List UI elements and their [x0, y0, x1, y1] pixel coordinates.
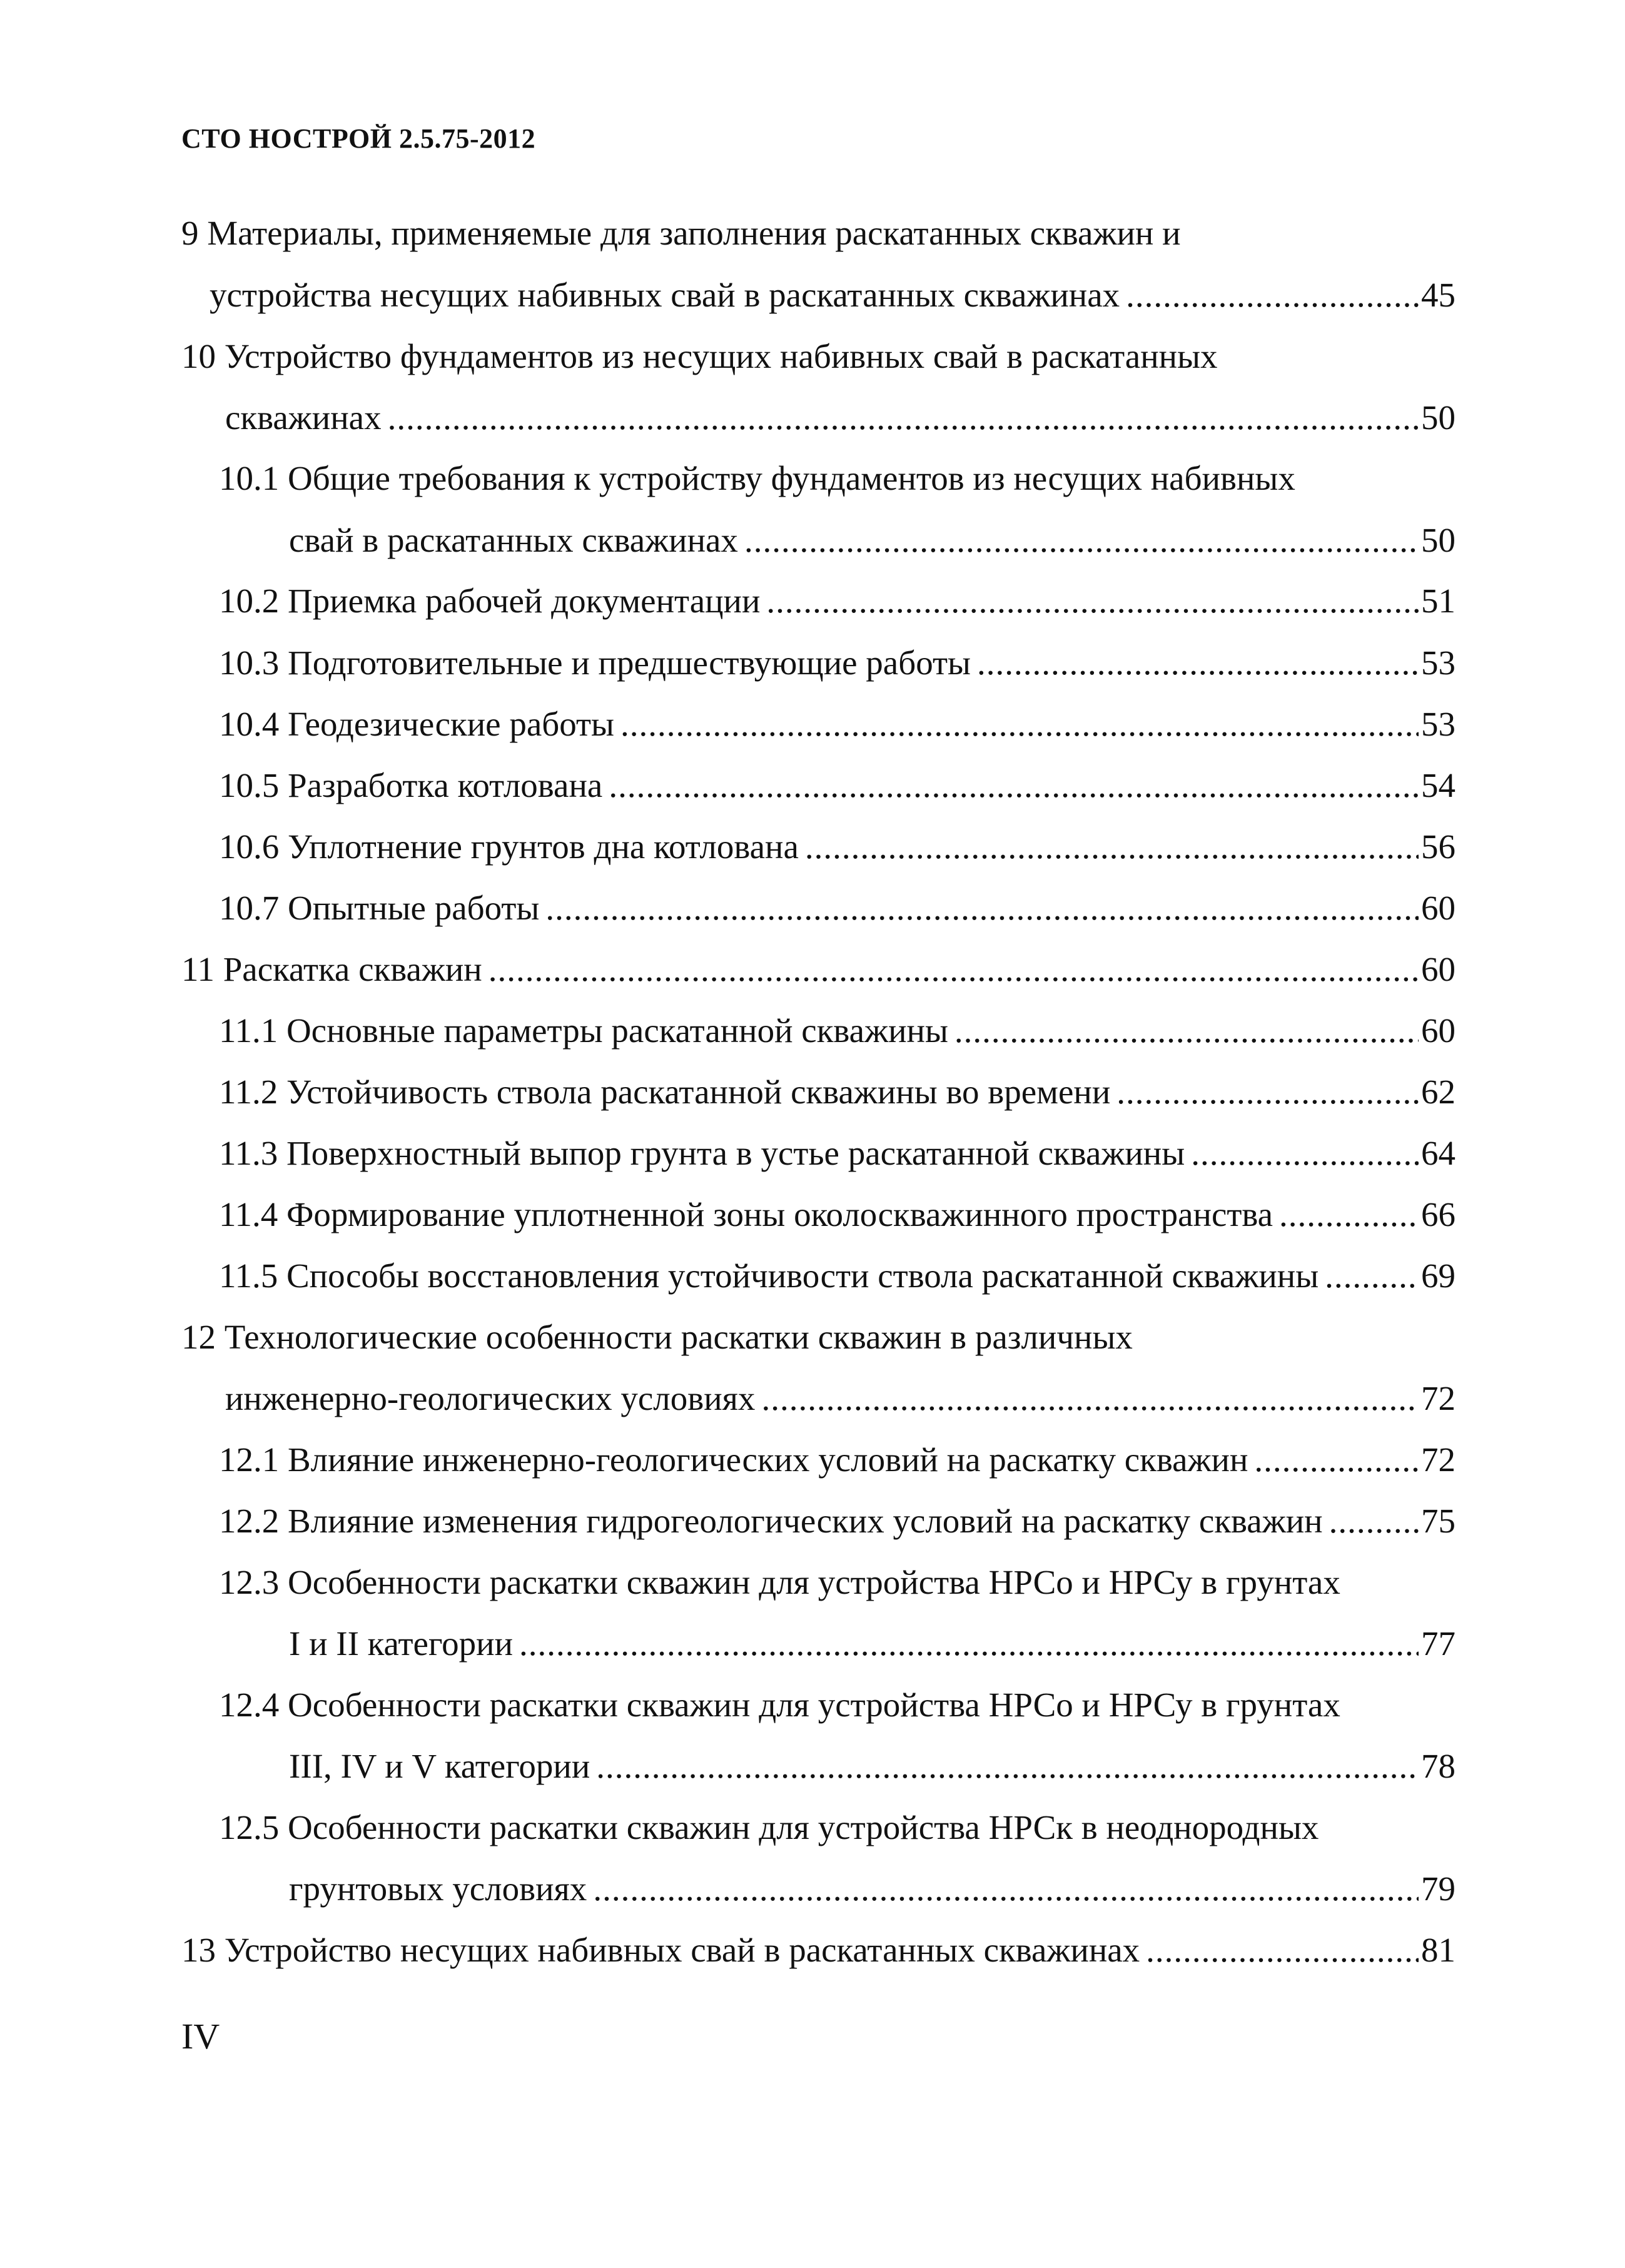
toc-entry-label: 11.4 Формирование уплотненной зоны околоскважинного пространства — [219, 1195, 1273, 1233]
leader-dots — [620, 702, 1419, 746]
document-code-header: СТО НОСТРОЙ 2.5.75-2012 — [181, 123, 536, 154]
leader-dots — [977, 641, 1419, 685]
toc-page-number: 60 — [1421, 1011, 1455, 1050]
toc-entry-label: 12.1 Влияние инженерно-геологических условий на раскатку скважин — [219, 1440, 1248, 1479]
toc-entry-12-5-line1: 12.5 Особенности раскатки скважин для устройства НРСк в неоднородных — [219, 1808, 1319, 1846]
toc-entry-11-2[interactable] — [219, 1070, 1455, 1114]
toc-page-number: 79 — [1421, 1870, 1455, 1908]
toc-page-number: 60 — [1421, 889, 1455, 927]
toc-entry-10-1[interactable] — [289, 519, 1455, 562]
toc-page-number: 54 — [1421, 766, 1455, 804]
toc-entry-label: 10.6 Уплотнение грунтов дна котлована — [219, 828, 799, 866]
toc-entry-label: 12.2 Влияние изменения гидрогеологических условий на раскатку скважин — [219, 1502, 1323, 1540]
toc-entry-10-line1: 10 Устройство фундаментов из несущих набивных свай в раскатанных — [181, 337, 1218, 375]
toc-entry-label: свай в раскатанных скважинах — [289, 521, 738, 559]
leader-dots — [1191, 1131, 1419, 1175]
leader-dots — [1325, 1254, 1419, 1298]
toc-entry-label: 11.1 Основные параметры раскатанной скважины — [219, 1011, 948, 1050]
toc-entry-label: I и II категории — [289, 1624, 514, 1663]
toc-entry-label: 11.3 Поверхностный выпор грунта в устье раскатанной скважины — [219, 1134, 1185, 1172]
toc-entry-9-line1: 9 Материалы, применяемые для заполнения раскатанных скважин и — [181, 214, 1181, 252]
toc-entry-10-7[interactable] — [219, 886, 1455, 930]
toc-page-number: 45 — [1421, 276, 1455, 314]
toc-entry-10-1-line1: 10.1 Общие требования к устройству фундаментов из несущих набивных — [219, 459, 1295, 497]
leader-dots — [761, 1377, 1419, 1420]
toc-page-number: 66 — [1421, 1195, 1455, 1233]
toc-entry-12[interactable] — [225, 1377, 1455, 1420]
toc-entry-9[interactable] — [210, 273, 1455, 317]
toc-page-number: 56 — [1421, 828, 1455, 866]
toc-entry-label: инженерно-геологических условиях — [225, 1379, 756, 1417]
toc-entry-label: устройства несущих набивных свай в раскатанных скважинах — [210, 276, 1120, 314]
toc-page-number: 53 — [1421, 644, 1455, 682]
leader-dots — [1329, 1499, 1419, 1543]
toc-page-number: 51 — [1421, 582, 1455, 620]
toc-page-number: 62 — [1421, 1073, 1455, 1111]
toc-page-number: 72 — [1421, 1379, 1455, 1417]
toc-entry-11-3[interactable] — [219, 1131, 1455, 1175]
leader-dots — [1279, 1193, 1419, 1237]
leader-dots — [609, 764, 1419, 807]
toc-page-number: 50 — [1421, 398, 1455, 437]
toc-entry-10-5[interactable] — [219, 764, 1455, 807]
toc-entry-10-6[interactable] — [219, 825, 1455, 869]
toc-entry-11-4[interactable] — [219, 1193, 1455, 1237]
toc-entry-label: III, IV и V категории — [289, 1747, 590, 1785]
toc-entry-11-5[interactable] — [219, 1254, 1455, 1298]
leader-dots — [519, 1622, 1419, 1666]
leader-dots — [596, 1744, 1419, 1788]
toc-entry-11-1[interactable] — [219, 1009, 1455, 1053]
toc-entry-12-4-line1: 12.4 Особенности раскатки скважин для устройства НРСо и НРСу в грунтах — [219, 1686, 1340, 1724]
toc-entry-label: 10.7 Опытные работы — [219, 889, 540, 927]
toc-entry-label: 10.2 Приемка рабочей документации — [219, 582, 761, 620]
leader-dots — [1116, 1070, 1419, 1114]
leader-dots — [593, 1867, 1419, 1911]
toc-entry-12-2[interactable] — [219, 1499, 1455, 1543]
toc-entry-13[interactable] — [181, 1928, 1455, 1972]
toc-entry-label: грунтовых условиях — [289, 1870, 587, 1908]
toc-page-number: 72 — [1421, 1440, 1455, 1479]
toc-entry-12-3[interactable] — [289, 1622, 1455, 1666]
toc-entry-11[interactable] — [181, 948, 1455, 991]
toc-entry-12-line1: 12 Технологические особенности раскатки скважин в различных — [181, 1318, 1133, 1356]
toc-page-number: 64 — [1421, 1134, 1455, 1172]
toc-entry-label: 10.5 Разработка котлована — [219, 766, 603, 804]
leader-dots — [489, 948, 1419, 991]
toc-entry-10[interactable] — [225, 396, 1455, 440]
toc-page-number: 60 — [1421, 950, 1455, 988]
toc-page-number: 77 — [1421, 1624, 1455, 1663]
toc-entry-10-3[interactable] — [219, 641, 1455, 685]
toc-entry-label: 13 Устройство несущих набивных свай в раскатанных скважинах — [181, 1931, 1140, 1969]
leader-dots — [1254, 1438, 1419, 1482]
toc-entry-label: 10.4 Геодезические работы — [219, 705, 614, 743]
leader-dots — [744, 519, 1419, 562]
toc-entry-12-1[interactable] — [219, 1438, 1455, 1482]
toc-page-number: 81 — [1421, 1931, 1455, 1969]
toc-entry-label: 11 Раскатка скважин — [181, 950, 482, 988]
toc-entry-label: 11.5 Способы восстановления устойчивости ствола раскатанной скважины — [219, 1257, 1319, 1295]
toc-page-number: 69 — [1421, 1257, 1455, 1295]
toc-entry-label: 11.2 Устойчивость ствола раскатанной скважины во времени — [219, 1073, 1111, 1111]
toc-entry-label: скважинах — [225, 398, 382, 437]
leader-dots — [388, 396, 1419, 440]
toc-page-number: 75 — [1421, 1502, 1455, 1540]
leader-dots — [545, 886, 1419, 930]
toc-entry-12-5[interactable] — [289, 1867, 1455, 1911]
leader-dots — [1146, 1928, 1419, 1972]
toc-entry-12-4[interactable] — [289, 1744, 1455, 1788]
toc-page-number: 50 — [1421, 521, 1455, 559]
leader-dots — [1126, 273, 1419, 317]
toc-page-number: 53 — [1421, 705, 1455, 743]
toc-entry-10-4[interactable] — [219, 702, 1455, 746]
leader-dots — [805, 825, 1419, 869]
leader-dots — [954, 1009, 1419, 1053]
toc-entry-12-3-line1: 12.3 Особенности раскатки скважин для устройства НРСо и НРСу в грунтах — [219, 1563, 1340, 1601]
leader-dots — [766, 579, 1419, 623]
toc-entry-label: 10.3 Подготовительные и предшествующие работы — [219, 644, 971, 682]
toc-page-number: 78 — [1421, 1747, 1455, 1785]
toc-entry-10-2[interactable] — [219, 579, 1455, 623]
page-number-footer: IV — [181, 2016, 220, 2057]
